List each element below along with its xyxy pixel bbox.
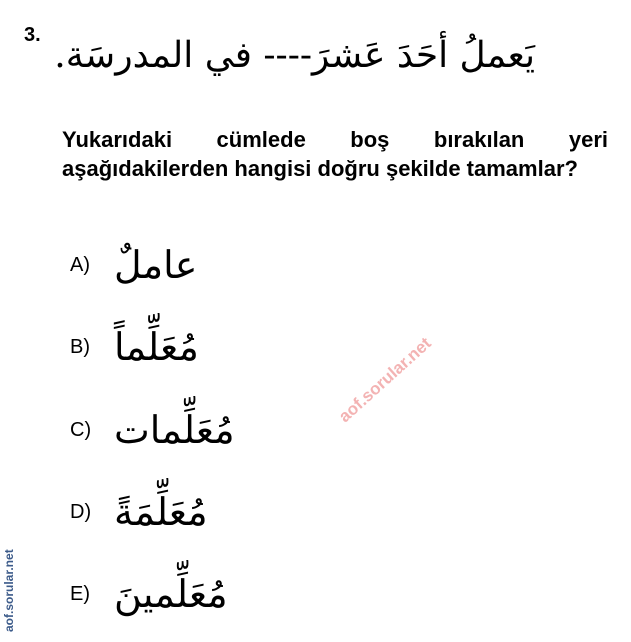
option-letter: B) — [70, 335, 90, 358]
option-b[interactable] — [70, 317, 199, 377]
option-letter: C) — [70, 418, 92, 441]
option-d[interactable] — [70, 482, 208, 542]
option-text: مُعَلِّمينَ — [114, 572, 228, 616]
option-letter: E) — [70, 582, 90, 605]
option-e[interactable] — [70, 564, 228, 624]
question-prompt: Yukarıdaki cümlede boş bırakılan yeri aşağıdakilerden hangisi doğru şekilde tamamlar? — [62, 127, 608, 181]
arabic-sentence: يَعملُ أحَدَ عَشرَ---- في المدرسَة. — [54, 35, 535, 76]
option-text: عاملٌ — [114, 243, 198, 287]
option-c[interactable] — [70, 400, 235, 460]
option-letter: D) — [70, 500, 92, 523]
option-text: مُعَلِّماً — [114, 325, 199, 369]
option-a[interactable] — [70, 235, 197, 295]
option-text: مُعَلِّمَةً — [114, 490, 208, 534]
watermark-diagonal: aof.sorular.net — [335, 333, 435, 427]
option-text: مُعَلِّمات — [114, 408, 235, 452]
option-letter: A) — [70, 253, 90, 276]
watermark-side: aof.sorular.net — [2, 549, 16, 632]
question-number: 3. — [24, 24, 41, 46]
